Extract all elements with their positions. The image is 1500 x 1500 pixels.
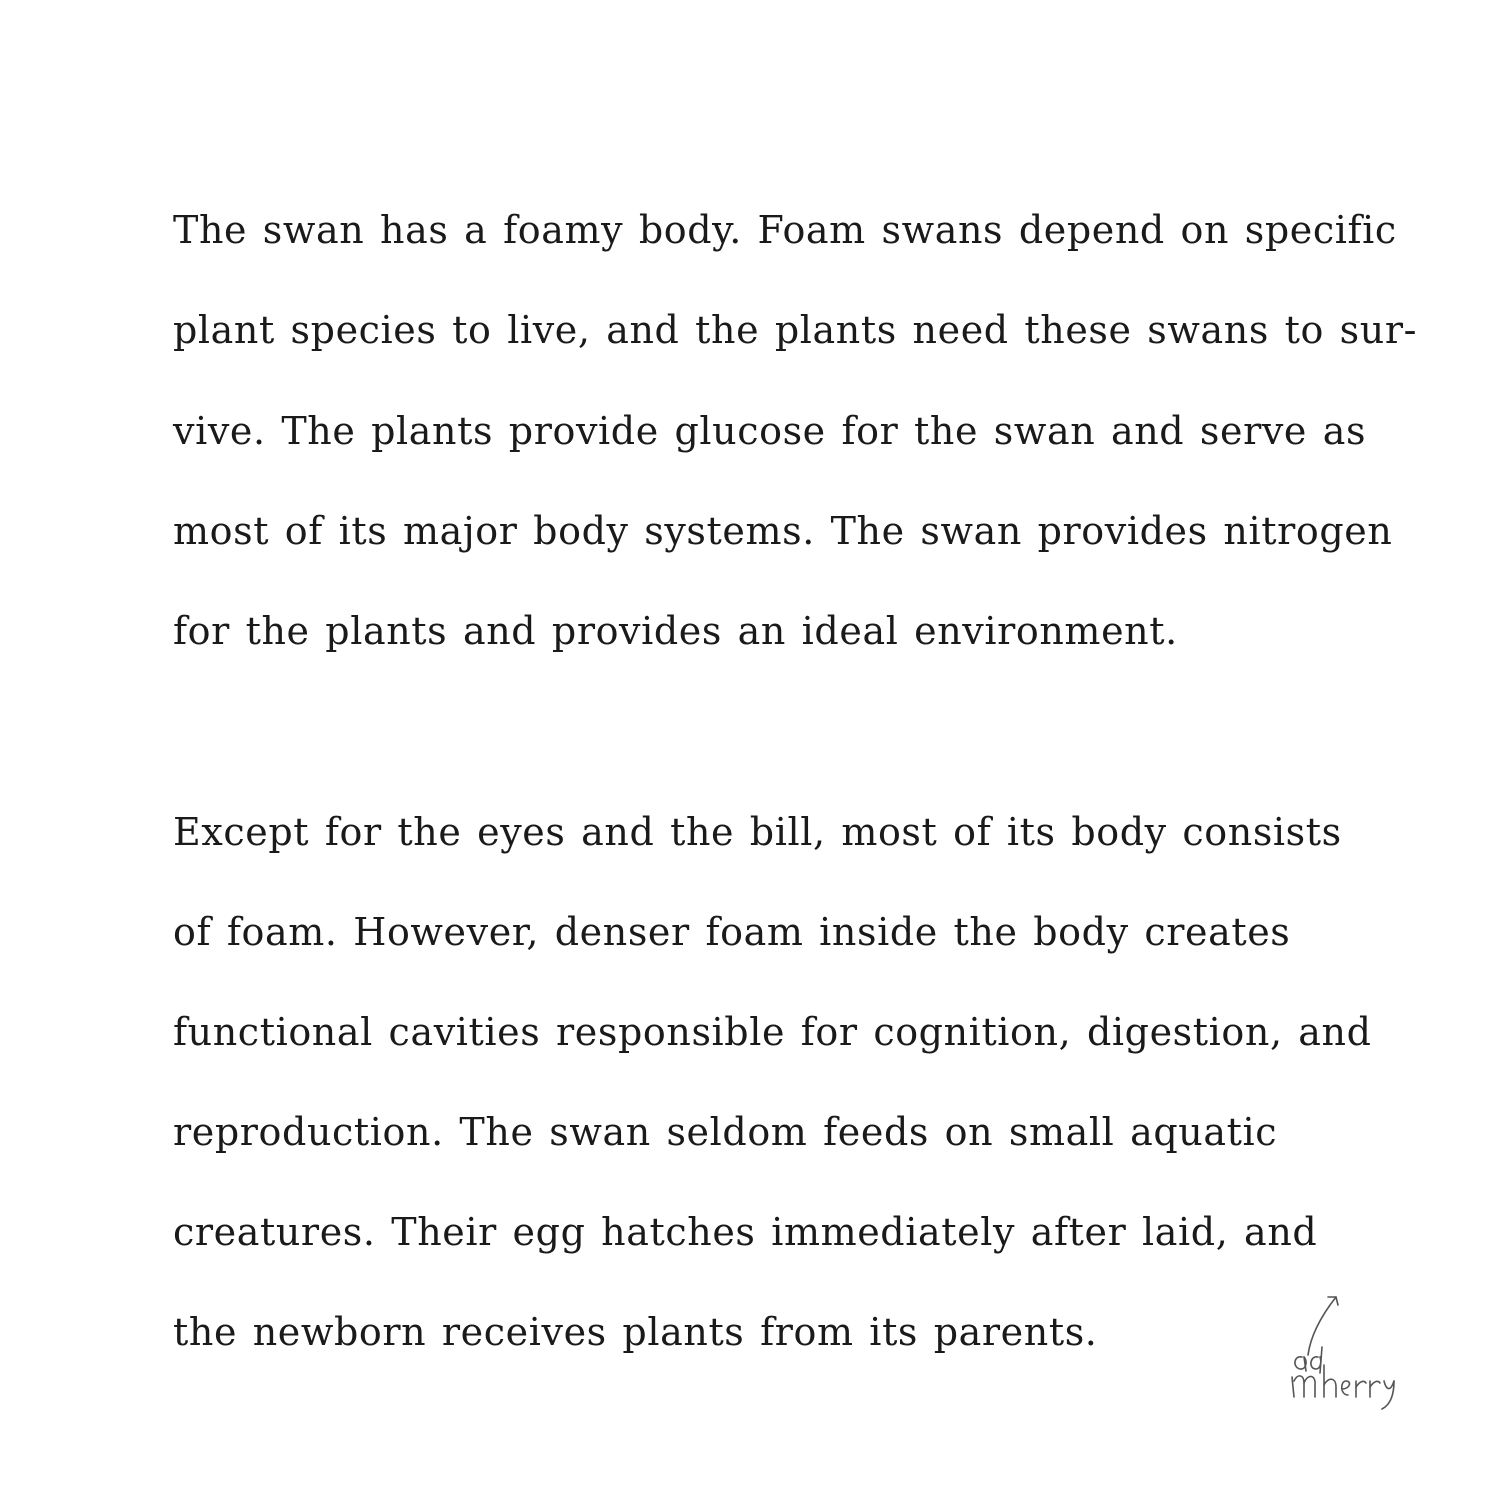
text-line: The swan has a foamy body. Foam swans depend on specific <box>173 208 1397 252</box>
text-line: creatures. Their egg hatches immediately after laid, and <box>173 1210 1318 1254</box>
text-line: Except for the eyes and the bill, most of its body consists <box>173 810 1342 854</box>
text-line: the newborn receives plants from its parents. <box>173 1310 1098 1354</box>
handwritten-signature-icon <box>1278 1285 1408 1415</box>
text-line: most of its major body systems. The swan provides nitrogen <box>173 509 1393 553</box>
text-line: for the plants and provides an ideal environment. <box>173 609 1178 653</box>
text-line: of foam. However, denser foam inside the body creates <box>173 910 1291 954</box>
text-line: vive. The plants provide glucose for the swan and serve as <box>173 409 1367 453</box>
text-line: reproduction. The swan seldom feeds on small aquatic <box>173 1110 1278 1154</box>
text-line: plant species to live, and the plants need these swans to sur- <box>173 308 1418 352</box>
text-line: functional cavities responsible for cognition, digestion, and <box>173 1010 1372 1054</box>
